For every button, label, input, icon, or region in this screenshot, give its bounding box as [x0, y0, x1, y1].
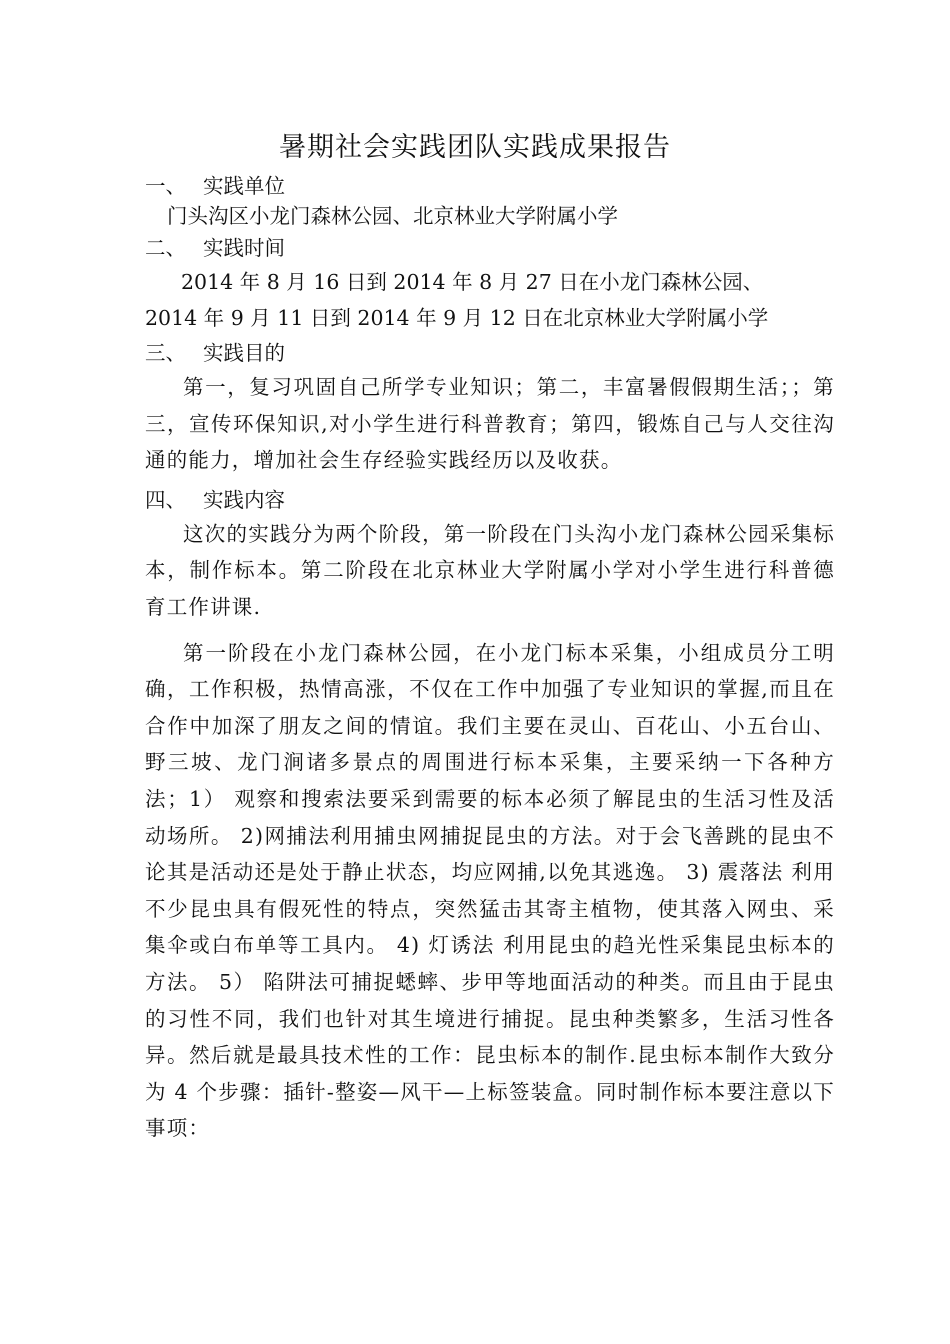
time-line-2: 2014 年 9 月 11 日到 2014 年 9 月 12 日在北京林业大学附属小学	[145, 306, 769, 330]
section-number: 四、	[145, 487, 186, 512]
section-number: 二、	[145, 236, 186, 260]
content-paragraph-1: 这次的实践分为两个阶段，第一阶段在门头沟小龙门森林公园采集标本，制作标本。第二阶段在北京林业大学附属小学对小学生进行科普德育工作讲课.	[145, 521, 835, 619]
section-purpose-body: 第一，复习巩固自己所学专业知识；第二，丰富暑假假期生活；；第三，宣传环保知识,对小学生进行科普教育；第四，锻炼自己与人交往沟通的能力，增加社会生存经验实践经历以及收获。	[145, 375, 835, 473]
section-heading-time	[145, 233, 835, 264]
section-title: 实践单位	[203, 174, 285, 198]
document-title: 暑期社会实践团队实践成果报告	[279, 132, 671, 163]
section-time-body	[145, 264, 835, 336]
section-heading-purpose	[145, 338, 835, 369]
time-line-1: 2014 年 8 月 16 日到 2014 年 8 月 27 日在小龙门森林公园、	[181, 270, 764, 294]
section-number: 一、	[145, 174, 186, 198]
section-title: 实践内容	[203, 487, 285, 512]
section-heading-unit	[145, 171, 835, 202]
section-title: 实践时间	[203, 236, 285, 260]
document-body	[145, 171, 835, 1147]
content-paragraph-2: 第一阶段在小龙门森林公园，在小龙门标本采集，小组成员分工明确，工作积极，热情高涨，不仅在工作中加强了专业知识的掌握,而且在合作中加深了朋友之间的情谊。我们主要在灵山、百花山、小五台山、野三坡、龙门涧诸多景点的周围进行标本采集，主要采纳一下各种方法；1） 观察和搜索法要采到需要的标本必须了解昆虫的生活习性及活动场所。 2)网捕法利用捕虫网捕捉昆虫的方法。对于会飞善跳的昆虫不论其是活动还是处于静止状态，均应网捕,以免其逃逸。 3) 震落法 利用不少昆虫具有假死性的特点，突然猛击其寄主植物，使其落入网虫、采集伞或白布单等工具内。 4) 灯诱法 利用昆虫的趋光性采集昆虫标本的方法。 5） 陷阱法可捕捉蟋蟀、步甲等地面活动的种类。而且由于昆虫的习性不同，我们也针对其生境进行捕捉。昆虫种类繁多，生活习性各异。然后就是最具技术性的工作：昆虫标本的制作.昆虫标本制作大致分为 4 个步骤：插针-整姿—风干—上标签装盒。同时制作标本要注意以下事项：	[145, 640, 835, 1141]
section-number: 三、	[145, 341, 186, 365]
section-heading-content	[145, 485, 835, 516]
section-unit-body: 门头沟区小龙门森林公园、北京林业大学附属小学	[167, 204, 618, 228]
section-title: 实践目的	[203, 341, 285, 365]
